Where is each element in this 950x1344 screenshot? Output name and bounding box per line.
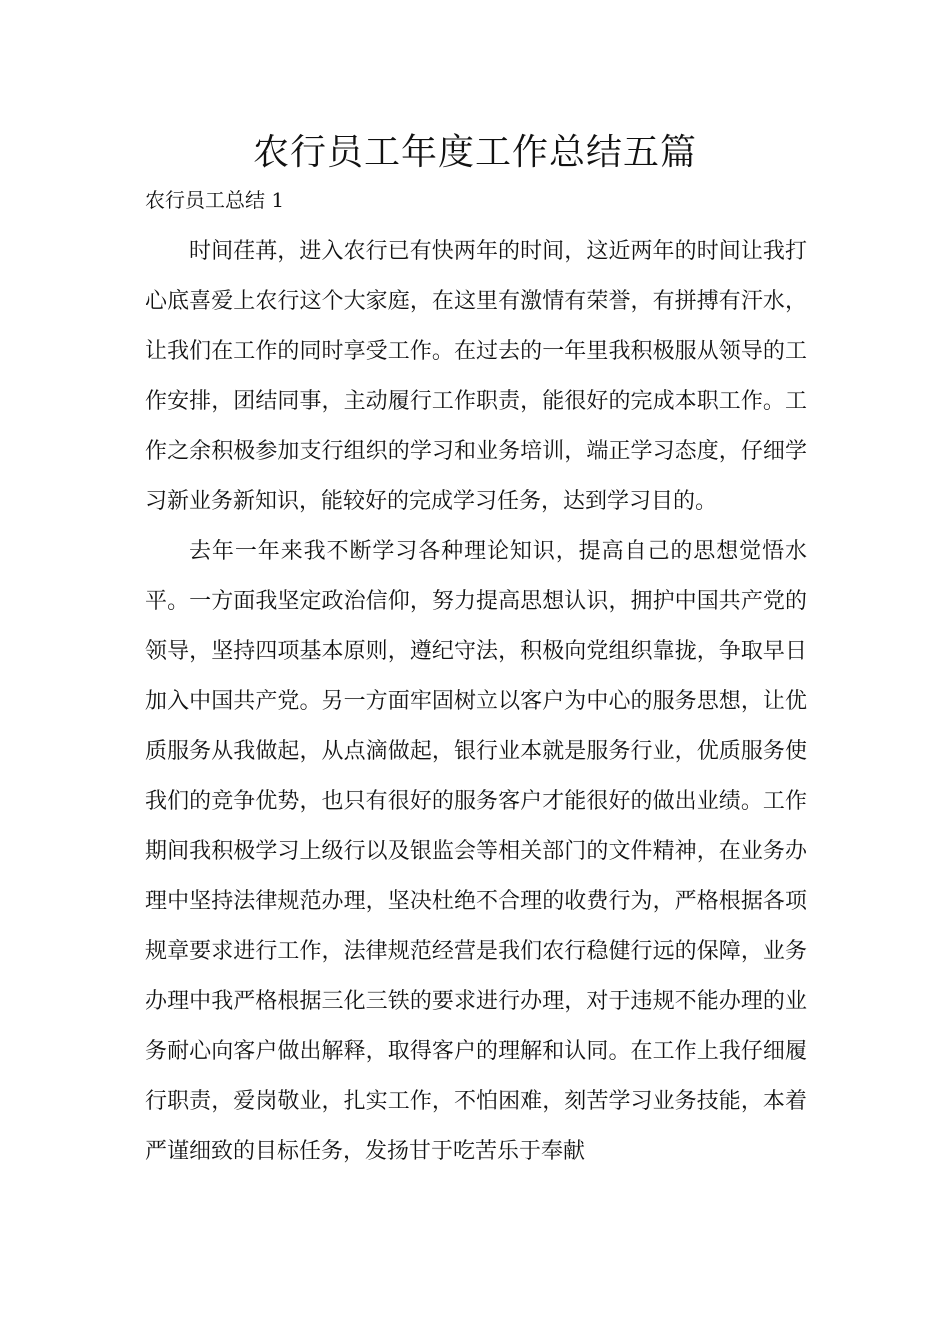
paragraph: 时间荏苒，进入农行已有快两年的时间，这近两年的时间让我打心底喜爱上农行这个大家庭，在这里有激情有荣誉，有拼搏有汗水，让我们在工作的同时享受工作。在过去的一年里我积极服从领导的工作安排，团结同事，主动履行工作职责，能很好的完成本职工作。工作之余积极参加支行组织的学习和业务培训，端正学习态度，仔细学习新业务新知识，能较好的完成学习任务，达到学习目的。 xyxy=(145,239,807,514)
document-title: 农行员工年度工作总结五篇 xyxy=(252,132,697,173)
document-body xyxy=(145,227,807,1177)
paragraph: 去年一年来我不断学习各种理论知识，提高自己的思想觉悟水平。一方面我坚定政治信仰，努力提高思想认识，拥护中国共产党的领导，坚持四项基本原则，遵纪守法，积极向党组织靠拢，争取早日加入中国共产党。另一方面牢固树立以客户为中心的服务思想，让优质服务从我做起，从点滴做起，银行业本就是服务行业，优质服务使我们的竞争优势，也只有很好的服务客户才能很好的做出业绩。工作期间我积极学习上级行以及银监会等相关部门的文件精神，在业务办理中坚持法律规范办理，坚决杜绝不合理的收费行为，严格根据各项规章要求进行工作，法律规范经营是我们农行稳健行远的保障，业务办理中我严格根据三化三铁的要求进行办理，对于违规不能办理的业务耐心向客户做出解释，取得客户的理解和认同。在工作上我仔细履行职责，爱岗敬业，扎实工作，不怕困难，刻苦学习业务技能，本着严谨细致的目标任务，发扬甘于吃苦乐于奉献 xyxy=(145,539,807,1164)
section-heading: 农行员工总结 1 xyxy=(145,188,285,212)
